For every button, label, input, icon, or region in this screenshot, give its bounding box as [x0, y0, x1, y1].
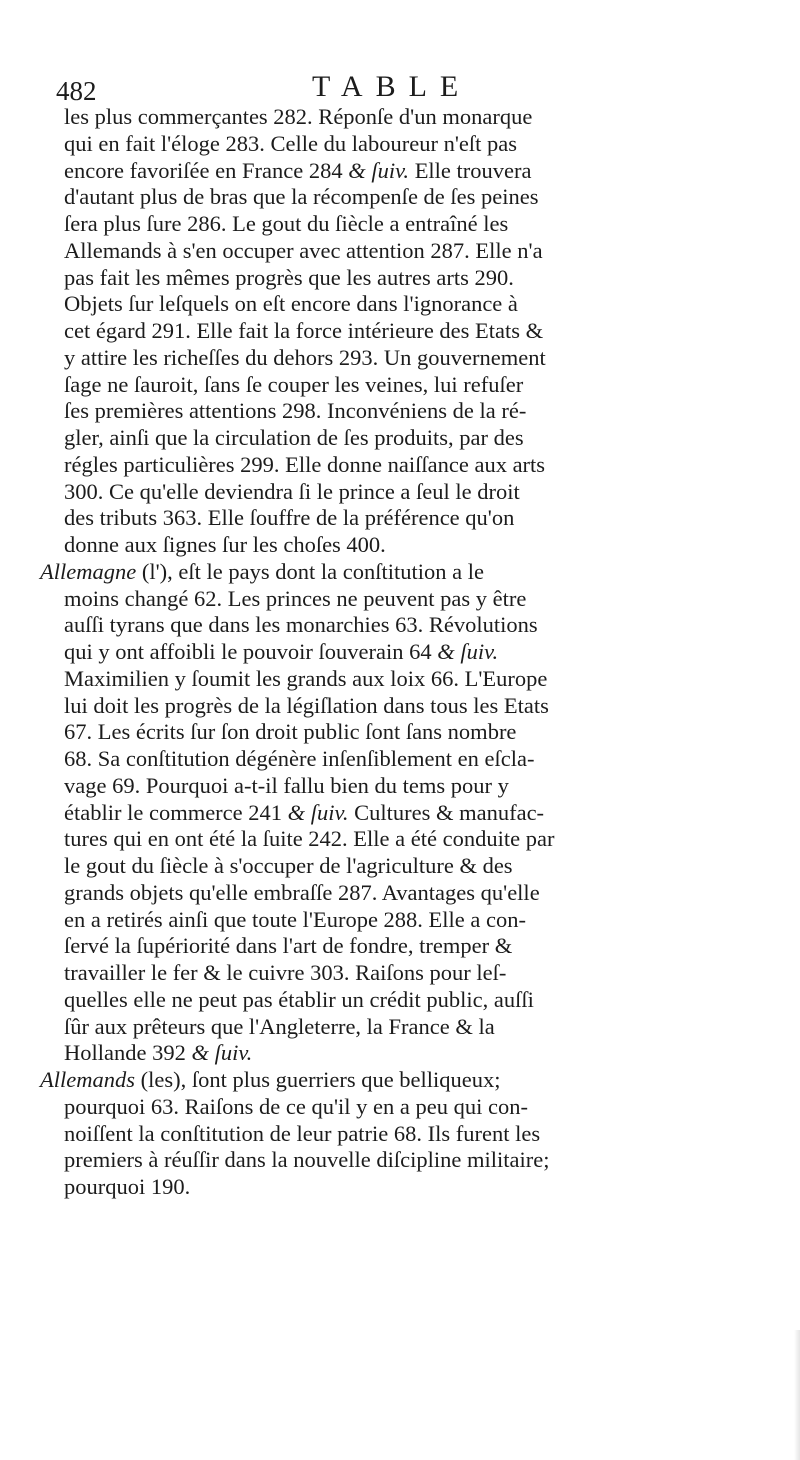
text-line: vage 69. Pourquoi a-t-il fallu bien du tems pour y [64, 772, 509, 798]
text-line: 68. Sa conſtitution dégénère inſenſiblement en eſcla- [64, 746, 535, 771]
text-line: tures qui en ont été la ſuite 242. Elle a été conduite par [64, 826, 555, 852]
index-entry-allemands [40, 1067, 760, 1201]
text-segment: Cultures & manufac- [348, 799, 545, 825]
text-line: en a retirés ainſi que toute l'Europe 288. Elle a con- [64, 906, 527, 932]
index-text [40, 104, 760, 1201]
text-line: des tributs 363. Elle ſouffre de la préférence qu'on [64, 505, 515, 531]
text-line: qui en fait l'éloge 283. Celle du laboureur n'eſt pas [64, 130, 517, 156]
text-line: ſage ne ſauroit, ſans ſe couper les veines, lui refuſer [64, 371, 524, 397]
running-head: TABLE [312, 70, 472, 103]
text-line [40, 1040, 760, 1067]
index-entry-allemagne [40, 559, 760, 1067]
text-line: pourquoi 190. [64, 1174, 191, 1199]
text-line: travailler le fer & le cuivre 303. Raiſons pour leſ- [64, 960, 507, 985]
text-line: pourquoi 63. Raiſons de ce qu'il y en a peu qui con- [64, 1093, 528, 1119]
index-entry-continuation [40, 104, 760, 559]
text-line: Maximilien y ſoumit les grands aux loix 66. L'Europe [64, 665, 548, 691]
text-line: ſes premières attentions 298. Inconvéniens de la ré- [64, 398, 527, 424]
text-line: ſera plus ſure 286. Le gout du ſiècle a entraîné les [64, 211, 509, 236]
text-line: régles particulières 299. Elle donne naiſſance aux arts [64, 451, 546, 477]
text-line: cet égard 291. Elle fait la force intérieure des Etats & [64, 318, 544, 343]
text-line: moins changé 62. Les princes ne peuvent pas y être [64, 585, 527, 611]
text-line: y attire les richeſſes du dehors 293. Un gouvernement [64, 344, 546, 370]
text-segment: (l'), eſt le pays dont la conſtitution a le [136, 558, 484, 584]
text-line: grands objets qu'elle embraſſe 287. Avantages qu'elle [64, 879, 540, 905]
text-line: premiers à réuſſir dans la nouvelle diſcipline militaire; [64, 1147, 550, 1173]
text-segment: qui y ont affoibli le pouvoir ſouverain 64 [64, 639, 438, 664]
text-line: ſervé la ſupériorité dans l'art de fondre, tremper & [64, 933, 513, 959]
text-line: 300. Ce qu'elle deviendra ſi le prince a ſeul le droit [64, 478, 520, 504]
text-line: Allemands à s'en occuper avec attention 287. Elle n'a [64, 237, 543, 263]
suiv-reference: & ſuiv. [191, 1040, 253, 1066]
text-segment: encore favoriſée en France 284 [64, 157, 349, 183]
entry-headword: Allemands [40, 1067, 135, 1092]
text-line [40, 559, 760, 586]
page-number: 482 [56, 76, 97, 106]
text-line: d'autant plus de bras que la récompenſe de ſes peines [64, 184, 539, 210]
text-line: pas fait les mêmes progrès que les autres arts 290. [64, 264, 514, 290]
text-line [40, 1067, 760, 1094]
text-segment: Elle trouvera [409, 157, 532, 183]
suiv-reference: & ſuiv. [287, 799, 349, 825]
text-segment: établir le commerce 241 [64, 799, 288, 825]
text-line: quelles elle ne peut pas établir un crédit public, auſſi [64, 986, 534, 1012]
text-line: donne aux ſignes ſur les choſes 400. [64, 532, 386, 557]
text-line: les plus commerçantes 282. Réponſe d'un monarque [64, 104, 533, 129]
text-line: gler, ainſi que la circulation de ſes produits, par des [64, 425, 524, 450]
suiv-reference: & ſuiv. [437, 639, 499, 664]
text-line [40, 639, 760, 666]
suiv-reference: & ſuiv. [348, 157, 410, 183]
text-segment: Hollande 392 [64, 1040, 192, 1066]
text-line: ſûr aux prêteurs que l'Angleterre, la France & la [64, 1013, 495, 1039]
text-line [40, 158, 760, 185]
entry-headword: Allemagne [40, 558, 137, 584]
text-segment: (les), ſont plus guerriers que belliqueux; [135, 1067, 501, 1092]
text-line: noiſſent la conſtitution de leur patrie 68. Ils furent les [64, 1120, 541, 1146]
text-line: 67. Les écrits ſur ſon droit public ſont ſans nombre [64, 719, 517, 745]
text-line [40, 800, 760, 827]
text-line: Objets ſur leſquels on eſt encore dans l'ignorance à [64, 291, 518, 317]
text-line: auſſi tyrans que dans les monarchies 63. Révolutions [64, 612, 538, 638]
text-line: lui doit les progrès de la légiſlation dans tous les Etats [64, 692, 549, 718]
text-line: le gout du ſiècle à s'occuper de l'agriculture & des [64, 853, 513, 878]
page-edge-shadow [794, 1330, 800, 1460]
